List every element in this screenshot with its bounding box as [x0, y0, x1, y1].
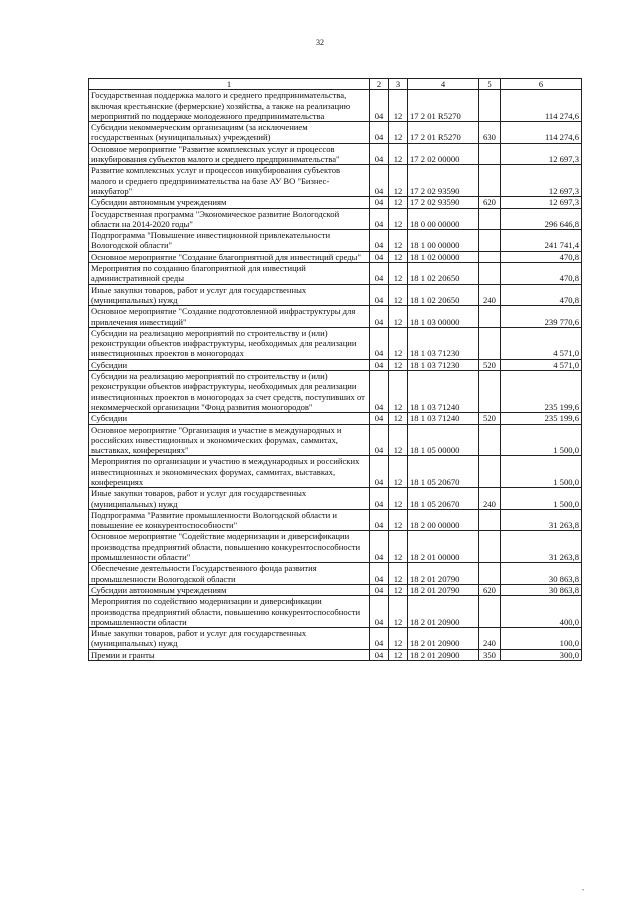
row-name: Иные закупки товаров, работ и услуг для государственных (муниципальных) нужд — [89, 488, 370, 510]
scan-mark: • — [582, 888, 585, 894]
row-subsection-code: 12 — [389, 649, 408, 660]
column-header: 6 — [501, 79, 582, 90]
row-section-code: 04 — [370, 563, 389, 585]
row-section-code: 04 — [370, 208, 389, 230]
row-target-code: 18 1 02 20650 — [408, 284, 479, 306]
row-section-code: 04 — [370, 509, 389, 531]
row-section-code: 04 — [370, 230, 389, 252]
row-name: Государственная поддержка малого и среднего предпринимательства, включая крестьянские (фермерские) хозяйства, а также на реализацию мероприятий по поддержке молодежного предпринимательства — [89, 90, 370, 122]
row-expense-type: 620 — [479, 197, 501, 208]
row-section-code: 04 — [370, 263, 389, 285]
row-target-code: 18 1 03 71240 — [408, 371, 479, 413]
table-row — [89, 424, 582, 456]
row-subsection-code: 12 — [389, 531, 408, 563]
row-name: Обеспечение деятельности Государственного фонда развития промышленности Вологодской области — [89, 563, 370, 585]
row-expense-type: 520 — [479, 413, 501, 424]
page-number: 32 — [316, 38, 324, 47]
row-expense-type: 630 — [479, 122, 501, 144]
row-subsection-code: 12 — [389, 563, 408, 585]
row-amount: 114 274,6 — [501, 90, 582, 122]
row-target-code: 18 1 05 00000 — [408, 424, 479, 456]
row-name: Основное мероприятие "Создание благоприятной для инвестиций среды" — [89, 251, 370, 262]
row-amount: 300,0 — [501, 649, 582, 660]
row-target-code: 18 1 03 71230 — [408, 359, 479, 370]
row-target-code: 18 1 03 00000 — [408, 306, 479, 328]
row-subsection-code: 12 — [389, 371, 408, 413]
row-subsection-code: 12 — [389, 456, 408, 488]
row-section-code: 04 — [370, 456, 389, 488]
row-expense-type — [479, 371, 501, 413]
table-row — [89, 371, 582, 413]
row-target-code: 18 1 03 71230 — [408, 327, 479, 359]
row-expense-type: 240 — [479, 284, 501, 306]
row-amount: 12 697,3 — [501, 143, 582, 165]
row-amount: 31 263,8 — [501, 531, 582, 563]
row-subsection-code: 12 — [389, 208, 408, 230]
row-expense-type — [479, 165, 501, 197]
row-subsection-code: 12 — [389, 628, 408, 650]
row-subsection-code: 12 — [389, 165, 408, 197]
row-section-code: 04 — [370, 628, 389, 650]
table-row — [89, 197, 582, 208]
row-target-code: 17 2 02 93590 — [408, 197, 479, 208]
row-target-code: 18 0 00 00000 — [408, 208, 479, 230]
row-subsection-code: 12 — [389, 509, 408, 531]
row-target-code: 18 1 02 20650 — [408, 263, 479, 285]
table-row — [89, 122, 582, 144]
row-target-code: 18 1 05 20670 — [408, 456, 479, 488]
row-target-code: 18 2 01 20900 — [408, 596, 479, 628]
row-name: Подпрограмма "Повышение инвестиционной привлекательности Вологодской области" — [89, 230, 370, 252]
row-target-code: 18 2 01 20790 — [408, 584, 479, 595]
row-name: Субсидии автономным учреждениям — [89, 584, 370, 595]
row-section-code: 04 — [370, 306, 389, 328]
row-section-code: 04 — [370, 359, 389, 370]
row-expense-type — [479, 456, 501, 488]
row-expense-type — [479, 563, 501, 585]
row-section-code: 04 — [370, 251, 389, 262]
row-amount: 4 571,0 — [501, 327, 582, 359]
row-name: Субсидии на реализацию мероприятий по строительству и (или) реконструкции объектов инфраструктуры, необходимых для реализации инвестиционных проектов в моногородах за счет средств, поступивших от некоммерческой организации "Фонд развития моногородов" — [89, 371, 370, 413]
row-expense-type: 520 — [479, 359, 501, 370]
row-amount: 296 646,8 — [501, 208, 582, 230]
row-amount: 12 697,3 — [501, 165, 582, 197]
row-section-code: 04 — [370, 284, 389, 306]
row-subsection-code: 12 — [389, 306, 408, 328]
row-name: Субсидии — [89, 413, 370, 424]
row-target-code: 18 2 01 00000 — [408, 531, 479, 563]
row-amount: 235 199,6 — [501, 371, 582, 413]
row-subsection-code: 12 — [389, 230, 408, 252]
table-row — [89, 488, 582, 510]
row-name: Субсидии на реализацию мероприятий по строительству и (или) реконструкции объектов инфраструктуры, необходимых для реализации инвестиционных проектов в моногородах — [89, 327, 370, 359]
row-expense-type — [479, 424, 501, 456]
row-amount: 235 199,6 — [501, 413, 582, 424]
row-amount: 470,8 — [501, 284, 582, 306]
row-name: Основное мероприятие "Организация и участие в международных и российских инвестиционных и экономических форумах, саммитах, выставках, конференциях" — [89, 424, 370, 456]
row-target-code: 18 2 01 20900 — [408, 628, 479, 650]
row-subsection-code: 12 — [389, 584, 408, 595]
row-amount: 1 500,0 — [501, 488, 582, 510]
table-row — [89, 208, 582, 230]
row-subsection-code: 12 — [389, 488, 408, 510]
row-amount: 239 770,6 — [501, 306, 582, 328]
table-row — [89, 413, 582, 424]
row-amount: 1 500,0 — [501, 424, 582, 456]
row-expense-type — [479, 251, 501, 262]
row-section-code: 04 — [370, 488, 389, 510]
row-section-code: 04 — [370, 327, 389, 359]
row-name: Мероприятия по организации и участию в международных и российских инвестиционных и экономических форумах, саммитах, выставках, конференциях — [89, 456, 370, 488]
row-section-code: 04 — [370, 371, 389, 413]
row-amount: 470,8 — [501, 263, 582, 285]
row-section-code: 04 — [370, 143, 389, 165]
table-row — [89, 456, 582, 488]
table-row — [89, 531, 582, 563]
row-subsection-code: 12 — [389, 424, 408, 456]
row-amount: 470,8 — [501, 251, 582, 262]
row-amount: 100,0 — [501, 628, 582, 650]
row-subsection-code: 12 — [389, 263, 408, 285]
row-amount: 241 741,4 — [501, 230, 582, 252]
row-amount: 30 863,8 — [501, 563, 582, 585]
row-target-code: 18 2 01 20900 — [408, 649, 479, 660]
table-row — [89, 263, 582, 285]
row-section-code: 04 — [370, 165, 389, 197]
column-header: 2 — [370, 79, 389, 90]
row-section-code: 04 — [370, 649, 389, 660]
row-target-code: 18 1 05 20670 — [408, 488, 479, 510]
row-name: Иные закупки товаров, работ и услуг для государственных (муниципальных) нужд — [89, 284, 370, 306]
row-subsection-code: 12 — [389, 122, 408, 144]
row-amount: 1 500,0 — [501, 456, 582, 488]
row-subsection-code: 12 — [389, 197, 408, 208]
column-header: 5 — [479, 79, 501, 90]
row-target-code: 18 2 00 00000 — [408, 509, 479, 531]
row-section-code: 04 — [370, 90, 389, 122]
row-expense-type — [479, 263, 501, 285]
row-amount: 31 263,8 — [501, 509, 582, 531]
column-header: 1 — [89, 79, 370, 90]
row-expense-type — [479, 208, 501, 230]
row-target-code: 17 2 01 R5270 — [408, 90, 479, 122]
table-row — [89, 563, 582, 585]
column-header: 3 — [389, 79, 408, 90]
table-row — [89, 251, 582, 262]
row-name: Субсидии — [89, 359, 370, 370]
row-name: Основное мероприятие "Развитие комплексных услуг и процессов инкубирования субъектов малого и среднего предпринимательства" — [89, 143, 370, 165]
row-subsection-code: 12 — [389, 143, 408, 165]
row-expense-type — [479, 306, 501, 328]
row-expense-type: 620 — [479, 584, 501, 595]
row-section-code: 04 — [370, 424, 389, 456]
row-name: Иные закупки товаров, работ и услуг для государственных (муниципальных) нужд — [89, 628, 370, 650]
row-amount: 12 697,3 — [501, 197, 582, 208]
row-name: Подпрограмма "Развитие промышленности Вологодской области и повышение ее конкурентоспособности" — [89, 509, 370, 531]
row-expense-type: 240 — [479, 628, 501, 650]
row-subsection-code: 12 — [389, 359, 408, 370]
row-amount: 400,0 — [501, 596, 582, 628]
row-amount: 114 274,6 — [501, 122, 582, 144]
row-expense-type: 350 — [479, 649, 501, 660]
row-subsection-code: 12 — [389, 327, 408, 359]
row-section-code: 04 — [370, 584, 389, 595]
table-row — [89, 143, 582, 165]
column-header: 4 — [408, 79, 479, 90]
row-target-code: 18 1 00 00000 — [408, 230, 479, 252]
table-row — [89, 327, 582, 359]
row-expense-type — [479, 509, 501, 531]
budget-table — [88, 78, 582, 661]
row-subsection-code: 12 — [389, 284, 408, 306]
row-section-code: 04 — [370, 122, 389, 144]
table-row — [89, 584, 582, 595]
row-name: Субсидии некоммерческим организациям (за исключением государственных (муниципальных) учреждений) — [89, 122, 370, 144]
row-name: Государственная программа "Экономическое развитие Вологодской области на 2014-2020 годы" — [89, 208, 370, 230]
table-row — [89, 509, 582, 531]
row-name: Развитие комплексных услуг и процессов инкубирования субъектов малого и среднего предпринимательства на базе АУ ВО "Бизнес-инкубатор" — [89, 165, 370, 197]
row-expense-type — [479, 596, 501, 628]
row-target-code: 18 1 03 71240 — [408, 413, 479, 424]
row-target-code: 18 2 01 20790 — [408, 563, 479, 585]
row-section-code: 04 — [370, 531, 389, 563]
row-amount: 4 571,0 — [501, 359, 582, 370]
row-subsection-code: 12 — [389, 251, 408, 262]
row-expense-type — [479, 90, 501, 122]
table-row — [89, 230, 582, 252]
row-name: Основное мероприятие "Создание подготовленной инфраструктуры для привлечения инвестиций" — [89, 306, 370, 328]
table-row — [89, 628, 582, 650]
row-expense-type: 240 — [479, 488, 501, 510]
table-row — [89, 649, 582, 660]
row-subsection-code: 12 — [389, 413, 408, 424]
row-target-code: 18 1 02 00000 — [408, 251, 479, 262]
row-target-code: 17 2 02 93590 — [408, 165, 479, 197]
row-section-code: 04 — [370, 596, 389, 628]
row-amount: 30 863,8 — [501, 584, 582, 595]
table-row — [89, 165, 582, 197]
row-section-code: 04 — [370, 413, 389, 424]
row-name: Основное мероприятие "Содействие модернизации и диверсификации производства предприятий области, повышению конкурентоспособности промышленности области" — [89, 531, 370, 563]
row-expense-type — [479, 143, 501, 165]
row-expense-type — [479, 327, 501, 359]
row-expense-type — [479, 230, 501, 252]
table-row — [89, 359, 582, 370]
table-header-row — [89, 79, 582, 90]
table-row — [89, 90, 582, 122]
row-expense-type — [479, 531, 501, 563]
row-name: Субсидии автономным учреждениям — [89, 197, 370, 208]
table-row — [89, 284, 582, 306]
row-subsection-code: 12 — [389, 90, 408, 122]
row-subsection-code: 12 — [389, 596, 408, 628]
row-target-code: 17 2 01 R5270 — [408, 122, 479, 144]
table-row — [89, 306, 582, 328]
row-name: Мероприятия по созданию благоприятной для инвестиций административной среды — [89, 263, 370, 285]
row-target-code: 17 2 02 00000 — [408, 143, 479, 165]
table-row — [89, 596, 582, 628]
row-name: Премии и гранты — [89, 649, 370, 660]
row-name: Мероприятия по содействию модернизации и диверсификации производства предприятий области, повышению конкурентоспособности промышленности области — [89, 596, 370, 628]
row-section-code: 04 — [370, 197, 389, 208]
